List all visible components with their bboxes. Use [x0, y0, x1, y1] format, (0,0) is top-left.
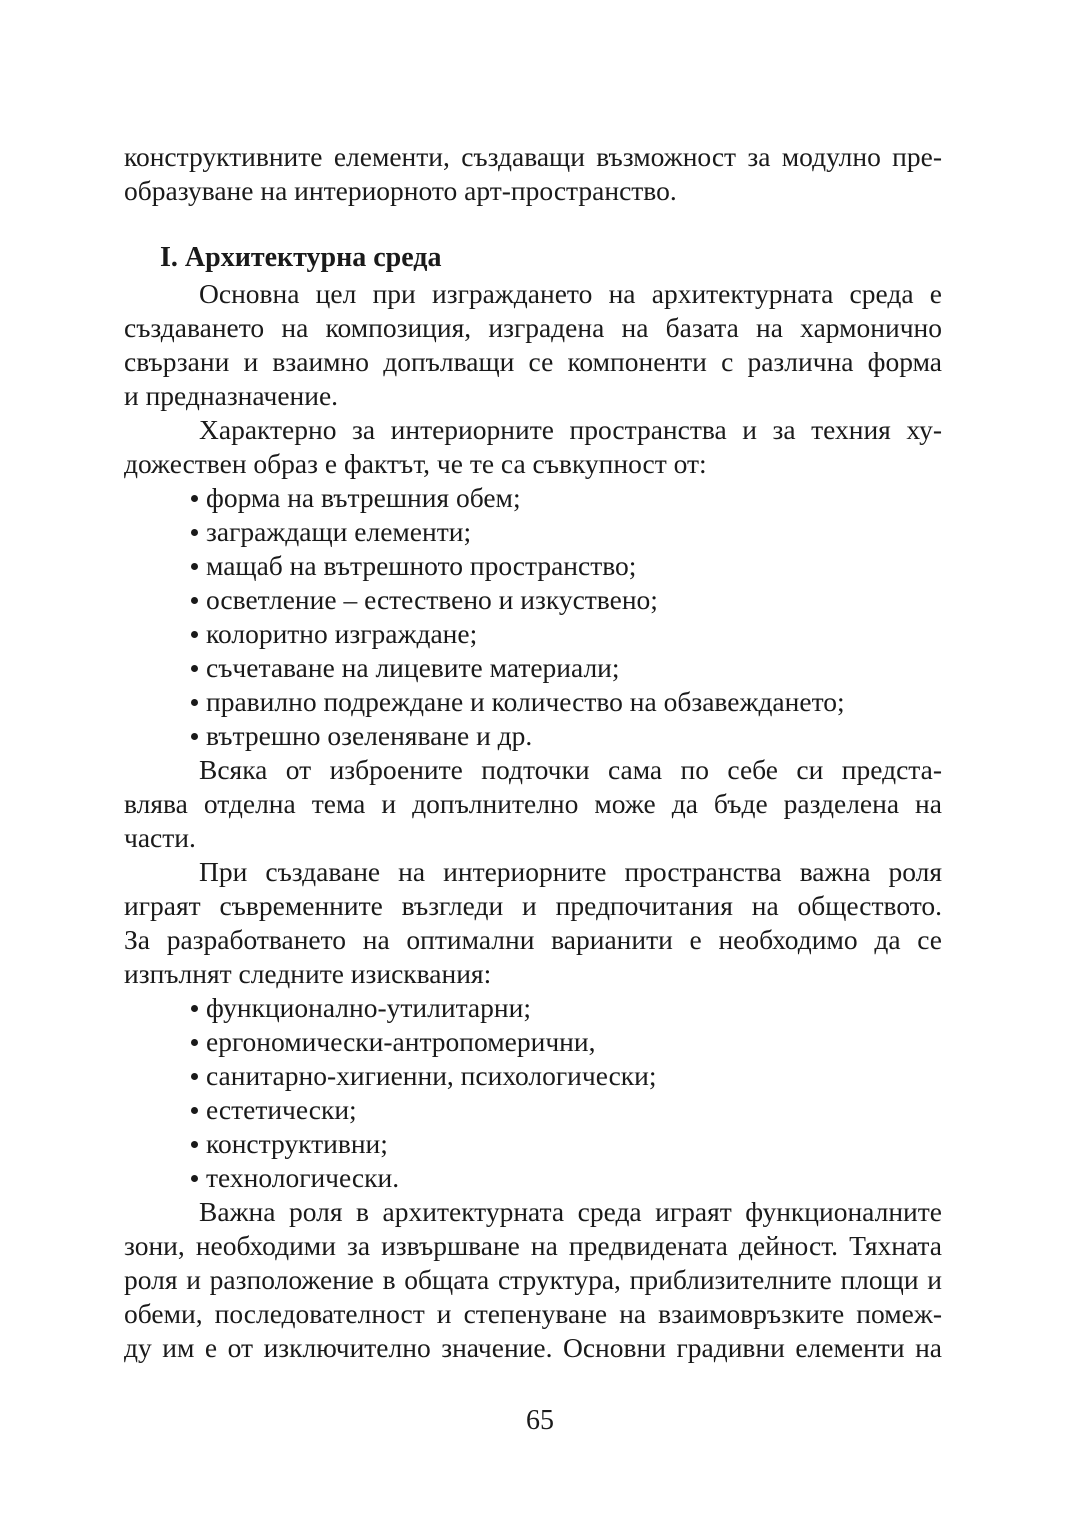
list-item [124, 1093, 942, 1127]
list-item-text: ергономически-антропомерични, [206, 1026, 596, 1057]
text-line: дожествен образ е фактът, че те са съвкупност от: [124, 448, 707, 479]
bullet-icon [191, 563, 198, 570]
page-number: 65 [526, 1405, 554, 1436]
list-item [124, 1127, 942, 1161]
bullet-icon [191, 733, 198, 740]
list-item-text: санитарно-хигиенни, психологически; [206, 1060, 657, 1091]
bullet-list-requirements [124, 991, 942, 1195]
text-line: Основна цел при изграждането на архитектурната среда е [199, 278, 942, 309]
paragraph-3 [124, 753, 942, 855]
list-item [124, 515, 942, 549]
text-line: създаването на композиция, изградена на базата на хармонично [124, 312, 942, 343]
text-line: конструктивните елементи, създаващи възможност за модулно пре- [124, 141, 942, 172]
text-line: ду им е от изключително значение. Основни градивни елементи на [124, 1332, 942, 1363]
paragraph-5 [124, 1195, 942, 1365]
bullet-icon [191, 665, 198, 672]
text-line: За разработването на оптимални варианити е необходимо да се [124, 924, 942, 955]
bullet-icon [191, 1141, 198, 1148]
bullet-icon [191, 529, 198, 536]
list-item-text: осветление – естествено и изкуствено; [206, 584, 658, 615]
list-item-text: вътрешно озеленяване и др. [206, 720, 533, 751]
bullet-icon [191, 631, 198, 638]
bullet-icon [191, 1073, 198, 1080]
bullet-icon [191, 699, 198, 706]
list-item-text: мащаб на вътрешното пространство; [206, 550, 637, 581]
list-item-text: функционално-утилитарни; [206, 992, 531, 1023]
list-item [124, 991, 942, 1025]
bullet-icon [191, 1005, 198, 1012]
text-line: образуване на интериорното арт-пространство. [124, 175, 677, 206]
text-line: Характерно за интериорните пространства и за техния ху- [199, 414, 942, 445]
list-item-text: технологически. [206, 1162, 400, 1193]
bullet-icon [191, 495, 198, 502]
bullet-icon [191, 1175, 198, 1182]
bullet-icon [191, 1107, 198, 1114]
text-line: и предназначение. [124, 380, 339, 411]
text-line: свързани и взаимно допълващи се компоненти с различна форма [124, 346, 942, 377]
text-line: части. [124, 822, 196, 853]
list-item-text: колоритно изграждане; [206, 618, 478, 649]
list-item [124, 481, 942, 515]
text-line: изпълнят следните изисквания: [124, 958, 492, 989]
text-line: Всяка от изброените подточки сама по себе си предста- [199, 754, 942, 785]
section-heading: I. Архитектурна среда [160, 242, 442, 273]
list-item-text: форма на вътрешния обем; [206, 482, 521, 513]
page-body [124, 140, 942, 1365]
text-line: Важна роля в архитектурната среда играят функционалните [199, 1196, 942, 1227]
paragraph-2 [124, 413, 942, 481]
bullet-icon [191, 597, 198, 604]
text-line: влява отделна тема и допълнително може да бъде разделена на [124, 788, 942, 819]
intro-paragraph [124, 140, 942, 208]
list-item-text: естетически; [206, 1094, 357, 1125]
text-line: роля и разположение в общата структура, приблизителните площи и [124, 1264, 942, 1295]
list-item [124, 685, 942, 719]
list-item [124, 583, 942, 617]
bullet-icon [191, 1039, 198, 1046]
paragraph-4 [124, 855, 942, 991]
text-line: При създаване на интериорните пространства важна роля [199, 856, 942, 887]
list-item [124, 651, 942, 685]
list-item [124, 549, 942, 583]
list-item [124, 1025, 942, 1059]
list-item [124, 1161, 942, 1195]
text-line: обеми, последователност и степенуване на взаимовръзките помеж- [124, 1298, 942, 1329]
text-line: играят съвременните възгледи и предпочитания на обществото. [124, 890, 942, 921]
text-line: зони, необходими за извършване на предвидената дейност. Тяхната [124, 1230, 942, 1261]
list-item [124, 617, 942, 651]
list-item-text: съчетаване на лицевите материали; [206, 652, 620, 683]
list-item-text: правилно подреждане и количество на обзавеждането; [206, 686, 845, 717]
paragraph-1 [124, 277, 942, 413]
list-item [124, 719, 942, 753]
bullet-list-features [124, 481, 942, 753]
list-item [124, 1059, 942, 1093]
list-item-text: заграждащи елементи; [206, 516, 472, 547]
list-item-text: конструктивни; [206, 1128, 388, 1159]
